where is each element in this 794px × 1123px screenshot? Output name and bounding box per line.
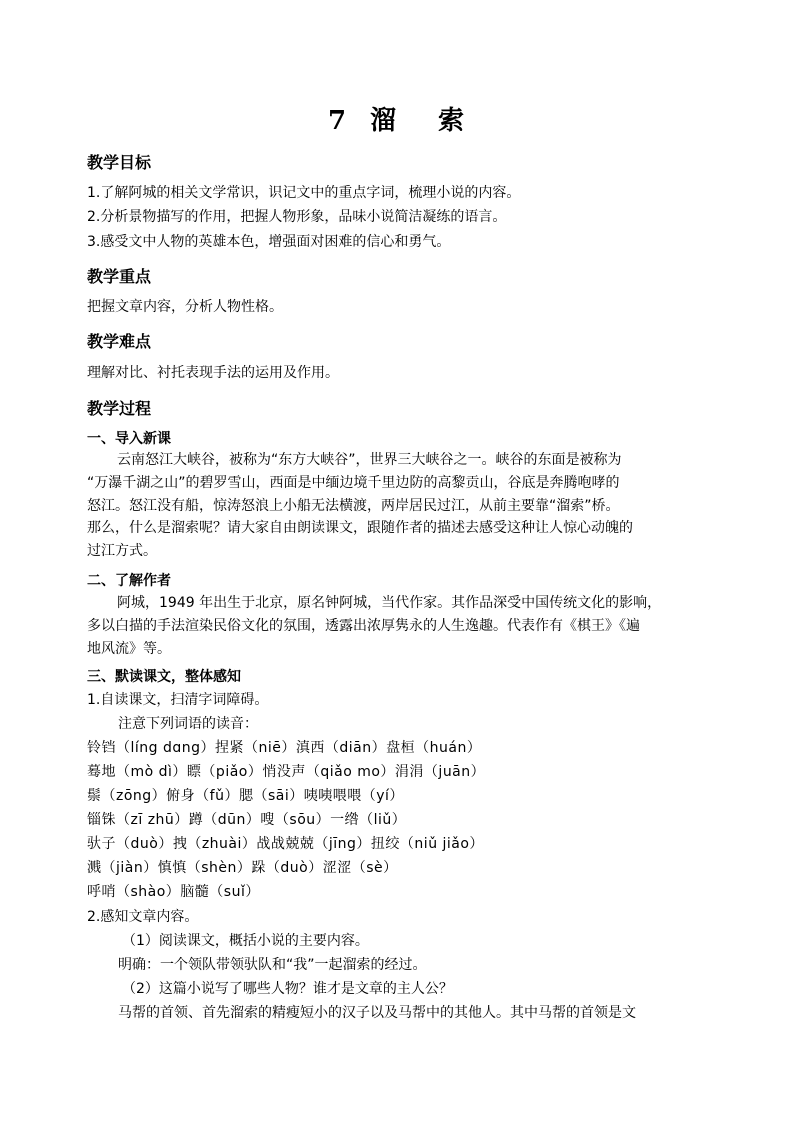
section-2-line: 地风流》等。	[87, 640, 171, 657]
difficulty-heading: 教学难点	[87, 332, 152, 351]
section-2-line: 多以白描的手法渲染民俗文化的氛围，透露出浓厚隽永的人生逸趣。代表作有《棋王》《遍	[87, 617, 640, 634]
pinyin-line: 呼哨（shào）脑髓（suǐ）	[87, 884, 260, 900]
pinyin-line: 鬃（zōng）俯身（fǔ）腮（sāi）咦咦喂喂（yí）	[87, 788, 404, 804]
focus-text: 把握文章内容，分析人物性格。	[87, 299, 283, 315]
page-title	[0, 100, 794, 137]
section-3-heading: 三、默读课文，整体感知	[87, 669, 241, 685]
section-1-line: 云南怒江大峡谷，被称为“东方大峡谷”，世界三大峡谷之一。峡谷的东面是被称为	[117, 452, 622, 468]
pinyin-line: 蓦地（mò dì）瞟（piǎo）悄没声（qiǎo mo）涓涓（juān）	[87, 764, 486, 780]
title-char-2: 索	[438, 106, 467, 136]
section-1-line: 过江方式。	[87, 543, 157, 560]
pinyin-line: 锱铢（zī zhū）蹲（dūn）嗖（sōu）一绺（liǔ）	[87, 812, 407, 828]
lesson-number: 7	[327, 106, 349, 136]
focus-heading: 教学重点	[87, 267, 152, 286]
goal-item-3: 3.感受文中人物的英雄本色，增强面对困难的信心和勇气。	[87, 234, 451, 250]
pinyin-line: 溅（jiàn）慎慎（shèn）跺（duò）涩涩（sè）	[87, 860, 398, 876]
pinyin-line: 驮子（duò）拽（zhuài）战战兢兢（jīng）扭绞（niǔ jiǎo）	[87, 836, 484, 852]
goal-heading: 教学目标	[87, 153, 152, 172]
question-1: （1）阅读课文，概括小说的主要内容。	[122, 933, 369, 949]
pinyin-line: 铃铛（líng dɑng）捏紧（niē）滇西（diān）盘桓（huán）	[87, 740, 482, 756]
title-char-1: 溜	[370, 106, 399, 136]
goal-item-1: 1.了解阿城的相关文学常识，识记文中的重点字词，梳理小说的内容。	[87, 185, 521, 201]
pronunciation-note: 注意下列词语的读音：	[118, 716, 258, 732]
question-2: （2）这篇小说写了哪些人物？谁才是文章的主人公？	[122, 981, 453, 997]
difficulty-text: 理解对比、衬托表现手法的运用及作用。	[87, 365, 339, 381]
section-1-line: “万瀑千湖之山”的碧罗雪山，西面是中缅边境千里边防的高黎贡山，谷底是奔腾咆哮的	[87, 474, 620, 491]
process-heading: 教学过程	[87, 399, 152, 418]
step-1: 1.自读课文，扫清字词障碍。	[87, 692, 269, 708]
section-1-line: 怒江。怒江没有船，惊涛怒浪上小船无法横渡，两岸居民过江，从前主要靠“溜索”桥。	[87, 497, 620, 514]
section-1-body	[87, 449, 712, 563]
answer-2: 马帮的首领、首先溜索的精瘦短小的汉子以及马帮中的其他人。其中马帮的首领是文	[118, 1005, 636, 1021]
goal-item-2: 2.分析景物描写的作用，把握人物形象，品味小说简洁凝练的语言。	[87, 209, 507, 225]
section-1-line: 那么，什么是溜索呢？请大家自由朗读课文，跟随作者的描述去感受这种让人惊心动魄的	[87, 520, 633, 537]
section-2-body	[87, 592, 712, 660]
section-1-heading: 一、导入新课	[87, 431, 171, 447]
answer-1: 明确：一个领队带领驮队和“我”一起溜索的经过。	[118, 957, 427, 973]
section-2-heading: 二、了解作者	[87, 573, 171, 589]
section-2-line: 阿城，1949 年出生于北京，原名钟阿城，当代作家。其作品深受中国传统文化的影响，	[117, 595, 662, 611]
step-2: 2.感知文章内容。	[87, 909, 199, 925]
